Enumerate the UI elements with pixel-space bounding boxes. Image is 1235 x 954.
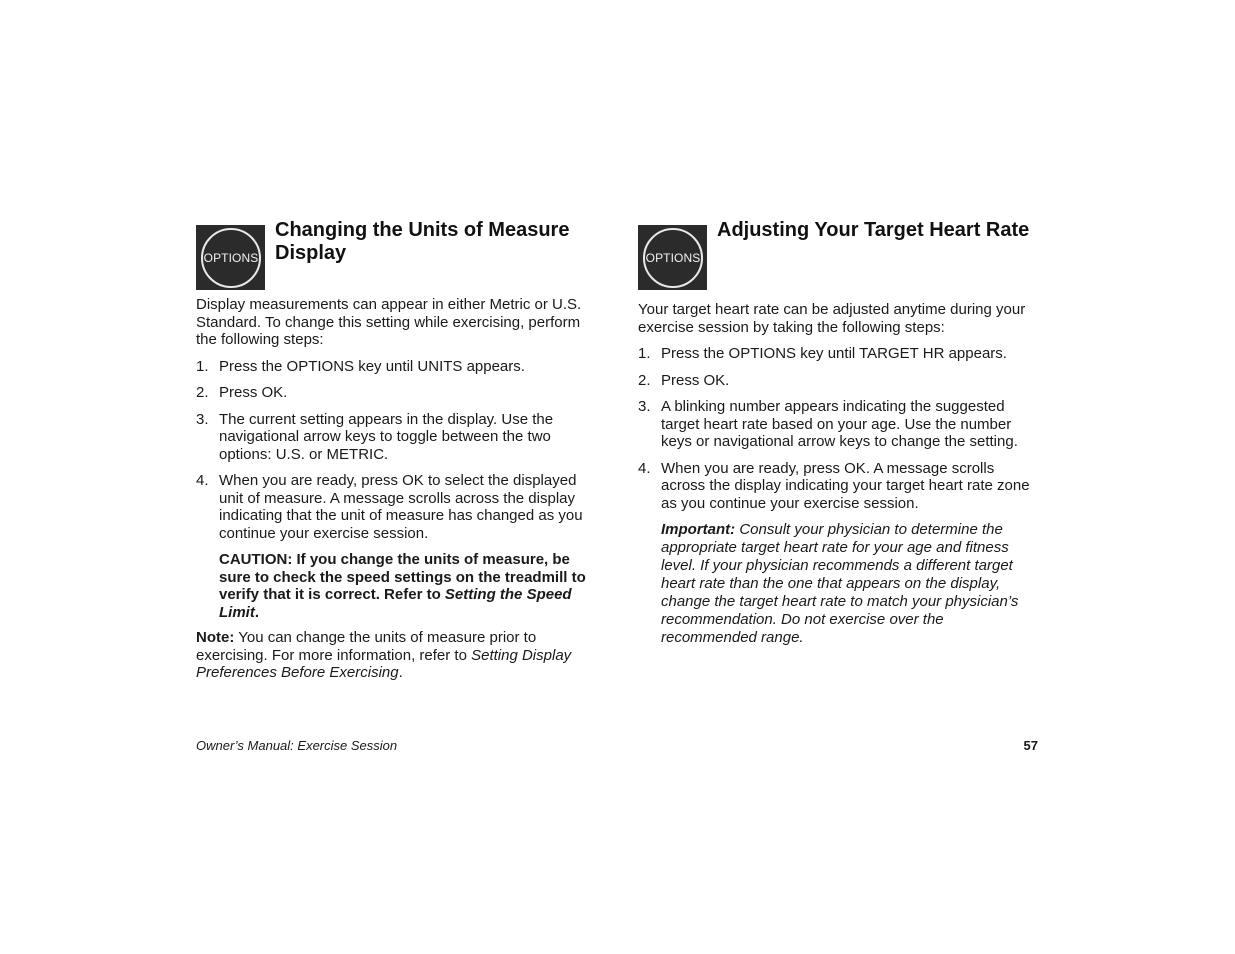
options-key-icon [638, 225, 707, 290]
options-key-icon [196, 225, 265, 290]
step-number: 2. [196, 384, 209, 401]
step-number: 4. [196, 472, 209, 489]
step-text: Press the OPTIONS key until UNITS appears. [219, 357, 525, 375]
list-item [196, 411, 588, 464]
step-number: 1. [638, 345, 651, 362]
step-number: 1. [196, 357, 209, 375]
section-units-of-measure [196, 219, 588, 682]
note-end: . [398, 664, 403, 681]
options-key-label: OPTIONS [645, 251, 701, 265]
note-label: Note: [196, 629, 235, 646]
note-paragraph [196, 629, 588, 682]
important-label: Important: [661, 521, 736, 538]
important-paragraph [661, 521, 1038, 647]
step-text: The current setting appears in the display. Use the navigational arrow keys to toggle between the two options: U.S. or METRIC. [219, 410, 554, 463]
steps-list [196, 358, 588, 622]
section-title-line2: Display [275, 242, 347, 264]
section-header [196, 219, 588, 290]
list-item [196, 358, 588, 376]
page-number: 57 [1023, 738, 1038, 753]
options-key-label: OPTIONS [203, 251, 259, 265]
note-reference: Setting Display Preferences Before Exercising [196, 646, 572, 681]
step-text: When you are ready, press OK. A message scrolls across the display indicating your target heart rate zone as you continue your exercise session. [661, 459, 1030, 512]
list-item [638, 398, 1038, 451]
caution-paragraph [219, 551, 588, 621]
options-key-ring [643, 228, 703, 288]
steps-list [638, 345, 1038, 647]
section-header [638, 219, 1038, 290]
important-text: Consult your physician to determine the appropriate target heart rate for your age and fitness level. If your physician recommends a different target heart rate than the one that appears on the display, change the target heart rate to match your physician’s recommendation. Do not exercise over the recommended range. [661, 521, 1019, 646]
note-text: You can change the units of measure prior to exercising. For more information, refer to [196, 629, 537, 664]
step-number: 3. [196, 410, 209, 428]
step-text: Press OK. [219, 384, 288, 401]
step-text: A blinking number appears indicating the suggested target heart rate based on your age. Use the number keys or navigational arrow keys to change the setting. [661, 398, 1018, 450]
options-key-ring [201, 228, 261, 288]
list-item [638, 460, 1038, 648]
section-title-line1: Changing the Units of Measure [275, 219, 570, 241]
step-number: 2. [638, 371, 651, 389]
section-title: Adjusting Your Target Heart Rate [717, 219, 1030, 241]
step-number: 3. [638, 398, 651, 415]
section-title [275, 219, 569, 265]
section-target-heart-rate [638, 219, 1038, 647]
step-text: When you are ready, press OK to select the displayed unit of measure. A message scrolls across the display indicating that the unit of measure has changed as you continue your exercise session. [219, 472, 583, 542]
footer-title: Owner’s Manual: Exercise Session [196, 738, 398, 753]
list-item [196, 472, 588, 621]
intro-paragraph: Display measurements can appear in either Metric or U.S. Standard. To change this setting while exercising, perform the following steps: [196, 296, 582, 348]
step-text: Press OK. [661, 371, 730, 389]
intro-paragraph: Your target heart rate can be adjusted anytime during your exercise session by taking the following steps: [638, 301, 1026, 336]
list-item [638, 372, 1038, 390]
step-text: Press the OPTIONS key until TARGET HR appears. [661, 345, 1007, 362]
caution-end: . [254, 603, 260, 621]
list-item [196, 384, 588, 402]
caution-text: CAUTION: If you change the units of measure, be sure to check the speed settings on the treadmill to verify that it is correct. Refer to [219, 551, 586, 603]
caution-reference: Setting the Speed Limit [219, 586, 572, 621]
list-item [638, 345, 1038, 363]
step-number: 4. [638, 459, 651, 477]
